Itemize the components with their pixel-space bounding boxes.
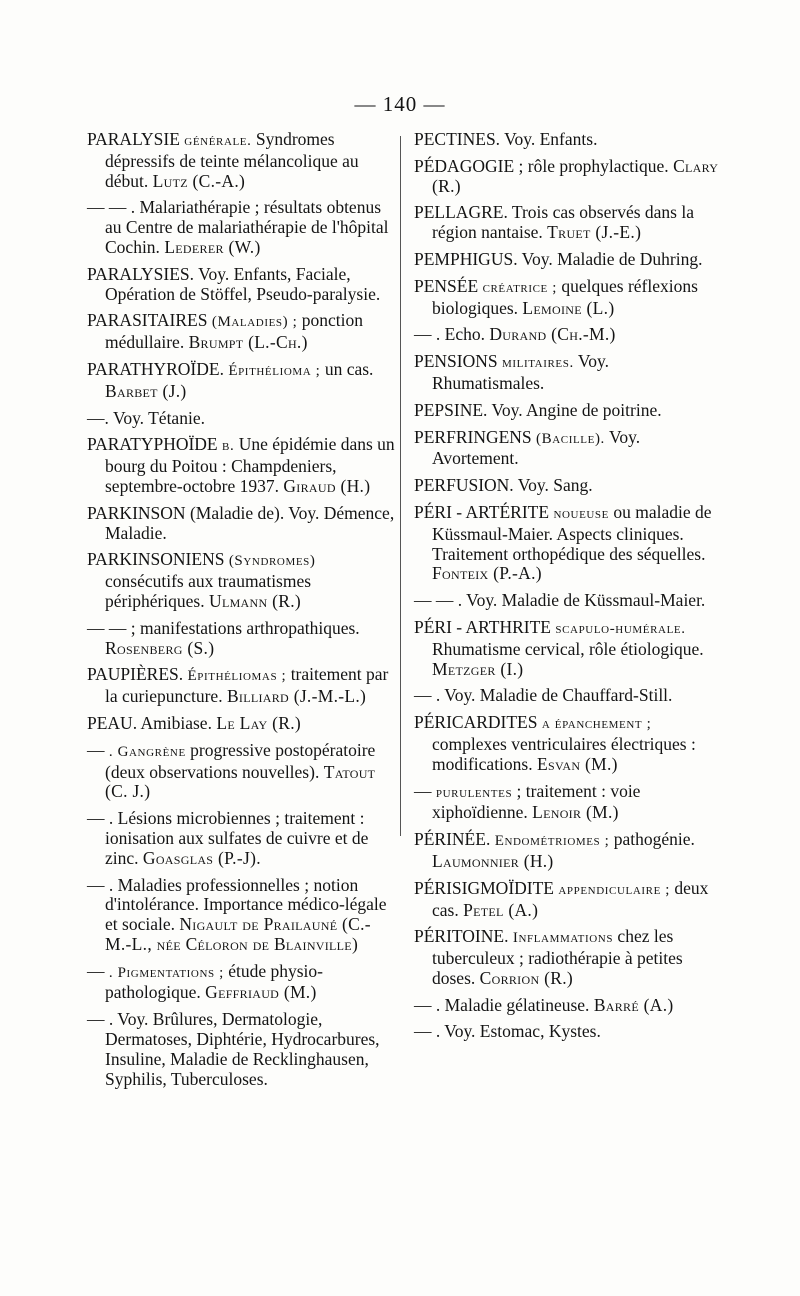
entry-lead: b.: [222, 438, 235, 455]
entry-text: Rhumatisme cervical, rôle étiologique.: [432, 638, 704, 659]
index-entry: [87, 714, 397, 734]
entry-head: PEMPHIGUS.: [414, 248, 518, 269]
entry-head: PERFUSION.: [414, 475, 514, 496]
entry-lead: Endométriomes ;: [494, 833, 610, 850]
index-entry: [87, 741, 397, 802]
entry-author: Clary (R.): [432, 155, 719, 196]
index-entry: [87, 809, 397, 868]
entry-author: Billiard (J.-M.-L.): [226, 686, 367, 707]
entry-head: PAUPIÈRES.: [87, 664, 184, 685]
entry-lead: (Maladies) ;: [211, 314, 298, 331]
entry-text: . Voy. Brûlures, Dermatologie, Dermatoses, Diphtérie, Hydrocarbures, Insuline, Maladie de Recklinghausen, Syphilis, Tuberculoses.: [105, 1009, 380, 1089]
entry-text: . Echo.: [435, 324, 485, 345]
index-entry: [414, 591, 724, 611]
entry-text: . Maladie gélatineuse.: [435, 994, 590, 1015]
entry-lead: militaires.: [502, 355, 574, 372]
index-entry: [87, 550, 397, 611]
entry-text: Voy. Angine de poitrine.: [491, 399, 662, 420]
index-entry: [414, 996, 724, 1016]
entry-author: Fonteix (P.-A.): [432, 563, 542, 584]
entry-author: Petel (A.): [463, 899, 539, 920]
entry-head: PARALYSIES.: [87, 263, 195, 284]
index-entry: [414, 476, 724, 496]
entry-head: —: [87, 874, 105, 895]
entry-author: Lemoine (L.): [522, 297, 615, 318]
index-entry: [87, 435, 397, 496]
entry-text: Amibiase.: [140, 712, 212, 733]
index-entry: [414, 130, 724, 150]
entry-text: . Voy. Maladie de Küssmaul-Maier.: [457, 590, 706, 611]
entry-head: PEPSINE.: [414, 399, 488, 420]
entry-lead: . Gangrène: [108, 743, 186, 760]
entry-text: . Voy. Maladie de Chauffard-Still.: [435, 685, 673, 706]
entry-head: —: [87, 808, 105, 829]
entry-text: Voy. Sang.: [517, 475, 593, 496]
entry-text: chez les tuberculeux ; radiothérapie à petites doses.: [432, 926, 683, 988]
entry-head: PENSÉE: [414, 275, 479, 296]
entry-head: —: [414, 685, 432, 706]
entry-head: —: [414, 994, 432, 1015]
entry-head: —: [414, 324, 432, 345]
entry-lead: a épanchement ;: [541, 716, 652, 733]
entry-text: ; rôle prophylactique.: [518, 155, 669, 176]
right-column: [414, 130, 724, 1049]
index-entry: [87, 360, 397, 402]
entry-author: Lutz (C.-A.): [152, 170, 246, 191]
entry-author: Le Lay (R.): [216, 712, 302, 733]
entry-head: PERFRINGENS: [414, 426, 532, 447]
entry-head: PÉRI - ARTÉRITE: [414, 501, 550, 522]
entry-head: — —: [87, 617, 127, 638]
entry-text: pathogénie.: [613, 829, 695, 850]
entry-text: quelques réflexions biologiques.: [432, 275, 698, 318]
entry-text: Voy. Maladie de Duhring.: [521, 248, 703, 269]
index-entry: [87, 130, 397, 191]
entry-lead: Inflammations: [512, 930, 614, 947]
entry-text: traitement par la curiepuncture.: [105, 664, 389, 707]
entry-text: progressive postopératoire (deux observations nouvelles).: [105, 739, 376, 782]
entry-text: étude physio-pathologique.: [105, 960, 323, 1003]
entry-head: PARKINSON: [87, 502, 186, 523]
entry-text: complexes ventriculaires électriques : modifications.: [432, 733, 696, 774]
entry-text: ou maladie de Küssmaul-Maier. Aspects cliniques. Traitement orthopédique des séquelles.: [432, 501, 712, 564]
entry-head: PARATYPHOÏDE: [87, 434, 218, 455]
entry-text: Voy. Tétanie.: [112, 407, 205, 428]
entry-author: Brumpt (L.-Ch.): [188, 332, 308, 353]
entry-head: PÉRINÉE.: [414, 829, 491, 850]
entry-text: ponction médullaire.: [105, 310, 363, 353]
entry-text: Voy. Rhumatismales.: [432, 351, 609, 393]
column-divider: [400, 136, 401, 836]
entry-head: —.: [87, 407, 109, 428]
entry-head: —: [414, 780, 432, 801]
entry-head: PARASITAIRES: [87, 310, 208, 331]
entry-head: —: [87, 739, 105, 760]
index-entry: [414, 618, 724, 679]
entry-text: Voy. Enfants, Faciale, Opération de Stöffel, Pseudo-paralysie.: [105, 263, 381, 304]
entry-lead: . Pigmentations ;: [108, 964, 224, 981]
entry-text: . Lésions microbiennes ; traitement : ionisation aux sulfates de cuivre et de zinc.: [105, 808, 369, 868]
entry-head: PÉDAGOGIE: [414, 155, 515, 176]
index-entry: [414, 401, 724, 421]
entry-text: Une épidémie dans un bourg du Poitou : Champdeniers, septembre-octobre 1937.: [105, 434, 395, 496]
entry-text: . Malariathérapie ; résultats obtenus au Centre de malariathérapie de l'hôpital Cochin.: [105, 197, 389, 257]
entry-text: ; traitement : voie xiphoïdienne.: [432, 780, 641, 823]
index-entry: [87, 619, 397, 659]
index-entry: [87, 962, 397, 1004]
entry-head: PENSIONS: [414, 351, 498, 372]
entry-head: PÉRI - ARTHRITE: [414, 616, 552, 637]
entry-lead: (Bacille).: [536, 430, 605, 447]
entry-text: . Maladies professionnelles ; notion d'intolérance. Importance médico-légale et sociale.: [105, 874, 387, 935]
index-entry: [414, 713, 724, 774]
entry-author: Nigault de Prailauné (C.-M.-L., née Céloron de Blainville): [105, 914, 371, 954]
entry-lead: noueuse: [553, 505, 609, 522]
index-entry: [414, 428, 724, 470]
entry-author: Metzger (I.): [432, 658, 524, 679]
index-entry: [87, 311, 397, 353]
entry-text: . Voy. Estomac, Kystes.: [435, 1021, 601, 1042]
entry-lead: scapulo-humérale.: [555, 620, 686, 637]
entry-text: Voy. Enfants.: [504, 129, 598, 149]
entry-author: Tatout (C. J.): [105, 761, 376, 802]
entry-head: PÉRICARDITES: [414, 712, 538, 733]
entry-text: Trois cas observés dans la région nantaise.: [432, 202, 694, 243]
entry-lead: Épithélioma ;: [228, 362, 321, 379]
entry-head: —: [87, 1009, 105, 1030]
index-entry: [87, 409, 397, 429]
entry-lead: appendiculaire ;: [558, 881, 671, 898]
entry-author: Barbet (J.): [105, 380, 187, 401]
entry-head: PARKINSONIENS: [87, 549, 225, 570]
entry-head: — —: [414, 590, 454, 611]
index-entry: [87, 265, 397, 305]
entry-author: Rosenberg (S.): [105, 637, 215, 658]
entry-head: PEAU.: [87, 712, 138, 733]
entry-head: —: [414, 1021, 432, 1042]
index-entry: [87, 665, 397, 707]
index-entry: [414, 686, 724, 706]
index-entry: [414, 879, 724, 921]
index-entry: [87, 1010, 397, 1089]
entry-author: Geffriaud (M.): [205, 982, 317, 1003]
index-entry: [87, 504, 397, 544]
index-entry: [414, 503, 724, 584]
entry-text: consécutifs aux traumatismes périphériques.: [105, 571, 312, 611]
entry-lead: créatrice ;: [482, 279, 557, 296]
entry-lead: purulentes: [435, 784, 513, 801]
page-number: — 140 —: [354, 92, 446, 116]
index-entry: [414, 203, 724, 243]
entry-author: Truet (J.-E.): [547, 222, 642, 243]
entry-author: Giraud (H.): [283, 475, 371, 496]
entry-author: Laumonnier (H.): [432, 850, 554, 871]
entry-head: PECTINES.: [414, 129, 501, 149]
entry-head: PÉRITOINE.: [414, 926, 509, 947]
entry-lead: (Syndromes): [228, 553, 316, 570]
entry-lead: générale.: [184, 133, 252, 149]
left-column: [87, 130, 397, 1096]
entry-author: Goasglas (P.-J).: [142, 847, 261, 868]
index-entry: [414, 325, 724, 345]
entry-author: Barré (A.): [593, 994, 674, 1015]
entry-author: Durand (Ch.-M.): [489, 324, 616, 345]
entry-head: PÉRISIGMOÏDITE: [414, 877, 554, 898]
entry-text: un cas.: [324, 358, 374, 379]
entry-author: Corrion (R.): [479, 967, 573, 988]
entry-head: PELLAGRE.: [414, 202, 508, 223]
entry-lead: Épithéliomas ;: [187, 668, 287, 685]
index-entry: [87, 876, 397, 955]
entry-text: Voy. Avortement.: [432, 426, 641, 469]
entry-text: Syndromes dépressifs de teinte mélancolique au début.: [105, 129, 359, 191]
index-entry: [414, 352, 724, 394]
entry-head: — —: [87, 197, 127, 218]
entry-text: (Maladie de). Voy. Démence, Maladie.: [105, 502, 395, 543]
entry-text: deux cas.: [432, 877, 709, 920]
entry-author: Esvan (M.): [536, 753, 618, 774]
entry-author: Ulmann (R.): [209, 590, 302, 611]
entry-head: PARALYSIE: [87, 129, 180, 149]
index-entry: [414, 157, 724, 197]
entry-head: —: [87, 960, 105, 981]
entry-head: PARATHYROÏDE.: [87, 358, 224, 379]
entry-author: Lenoir (M.): [532, 802, 619, 823]
index-entry: [414, 277, 724, 319]
index-entry: [414, 830, 724, 872]
index-entry: [414, 782, 724, 824]
index-entry: [414, 927, 724, 988]
index-entry: [414, 1022, 724, 1042]
index-entry: [87, 198, 397, 257]
entry-text: ; manifestations arthropathiques.: [130, 617, 360, 638]
entry-author: Lederer (W.): [164, 236, 261, 257]
index-entry: [414, 250, 724, 270]
